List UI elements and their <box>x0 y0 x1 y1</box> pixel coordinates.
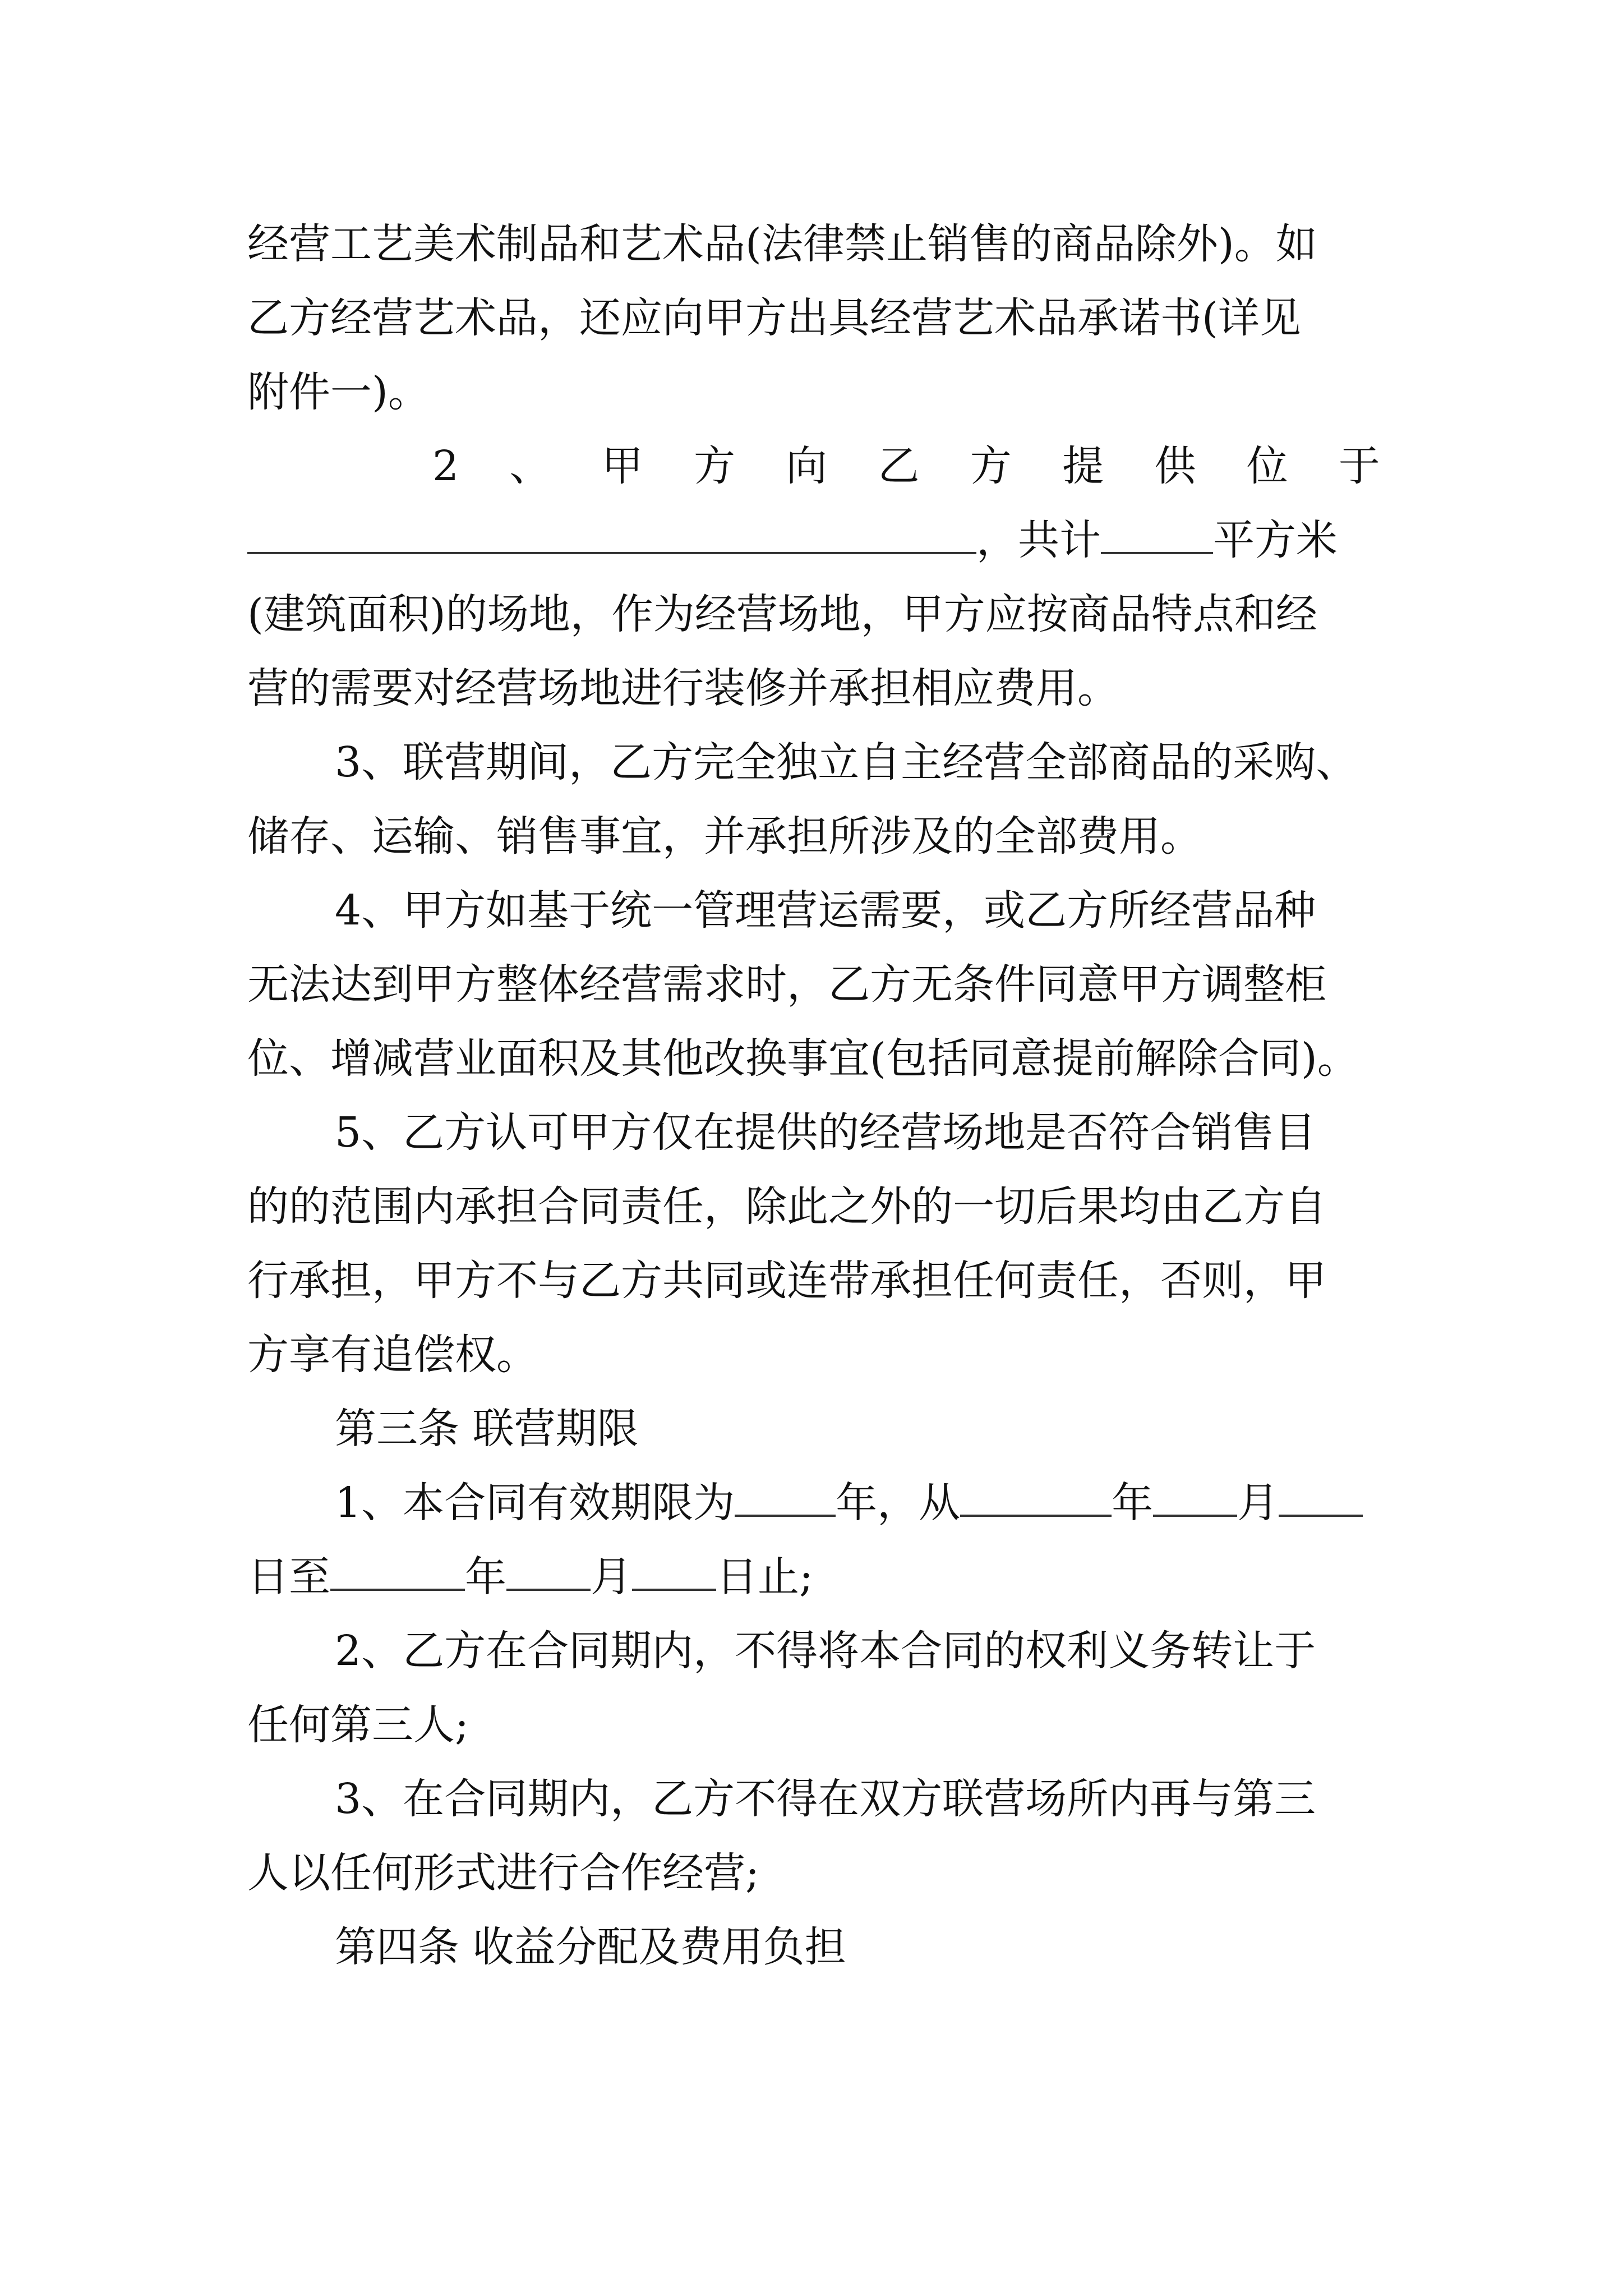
text-segment: 年 <box>465 1553 506 1601</box>
fill-blank <box>1279 1475 1363 1517</box>
text-line <box>247 1546 813 1608</box>
char: 、 <box>509 442 551 490</box>
fill-blank <box>1101 513 1213 554</box>
fill-blank <box>960 1475 1112 1517</box>
text-segment: 日至 <box>247 1553 330 1601</box>
text-segment: 年，从 <box>836 1479 961 1527</box>
char: 方 <box>693 442 735 490</box>
text-line: 经营工艺美术制品和艺术品(法律禁止销售的商品除外)。如 <box>247 220 1317 268</box>
text-line <box>335 1472 1363 1534</box>
text-line: 附件一)。 <box>247 368 430 416</box>
text-segment: ，共计 <box>976 516 1101 564</box>
text-line: 任何第三人; <box>247 1701 469 1749</box>
text-segment: 月 <box>591 1553 632 1601</box>
text-line: 无法达到甲方整体经营需求时，乙方无条件同意甲方调整柜 <box>247 960 1326 1009</box>
fill-blank <box>632 1549 716 1591</box>
section-heading: 第三条 联营期限 <box>335 1405 639 1453</box>
text-line: 乙方经营艺术品，还应向甲方出具经营艺术品承诺书(详见 <box>247 294 1301 342</box>
text-line: 储存、运输、销售事宜，并承担所涉及的全部费用。 <box>247 812 1202 861</box>
text-segment: 年 <box>1112 1479 1154 1527</box>
fill-blank <box>735 1475 836 1517</box>
char: 供 <box>1154 442 1196 490</box>
text-line: 3、联营期间，乙方完全独立自主经营全部商品的采购、 <box>335 738 1358 786</box>
text-segment: 平方米 <box>1213 516 1338 564</box>
text-line: 营的需要对经营场地进行装修并承担相应费用。 <box>247 664 1119 712</box>
fill-blank <box>247 513 976 554</box>
text-segment: 月 <box>1237 1479 1279 1527</box>
char: 2 <box>432 442 459 490</box>
section-heading: 第四条 收益分配及费用负担 <box>335 1923 846 1971</box>
fill-blank <box>506 1549 591 1591</box>
char: 甲 <box>601 442 643 490</box>
spaced-text-line <box>432 435 1380 497</box>
char: 位 <box>1246 442 1288 490</box>
text-segment: 日止; <box>716 1553 813 1601</box>
text-line: (建筑面积)的场地，作为经营场地，甲方应按商品特点和经 <box>247 590 1317 638</box>
text-line: 2、乙方在合同期内，不得将本合同的权利义务转让于 <box>335 1627 1316 1675</box>
fill-blank <box>1153 1475 1237 1517</box>
text-line: 的的范围内承担合同责任，除此之外的一切后果均由乙方自 <box>247 1182 1326 1231</box>
text-line <box>247 509 1338 571</box>
fill-blank <box>330 1549 465 1591</box>
text-line: 3、在合同期内，乙方不得在双方联营场所内再与第三 <box>335 1775 1316 1823</box>
char: 乙 <box>878 442 920 490</box>
text-line: 位、增减营业面积及其他改换事宜(包括同意提前解除合同)。 <box>247 1034 1359 1083</box>
text-line: 方享有追偿权。 <box>247 1331 538 1379</box>
text-line: 人以任何形式进行合作经营; <box>247 1849 759 1897</box>
char: 方 <box>970 442 1012 490</box>
char: 于 <box>1338 442 1380 490</box>
text-line: 5、乙方认可甲方仅在提供的经营场地是否符合销售目 <box>335 1108 1316 1157</box>
text-line: 4、甲方如基于统一管理营运需要，或乙方所经营品种 <box>335 886 1316 935</box>
text-segment: 1、本合同有效期限为 <box>335 1479 735 1527</box>
char: 向 <box>786 442 828 490</box>
text-line: 行承担，甲方不与乙方共同或连带承担任何责任，否则，甲 <box>247 1257 1326 1305</box>
char: 提 <box>1062 442 1104 490</box>
